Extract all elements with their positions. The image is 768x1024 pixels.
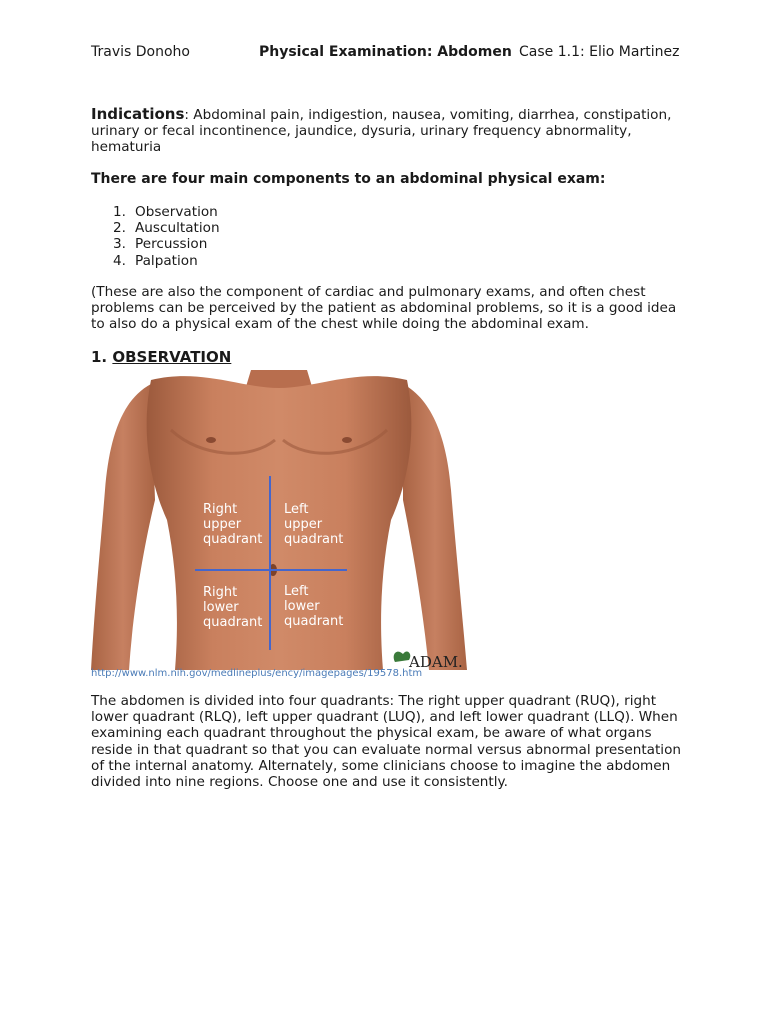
section-heading-observation bbox=[91, 348, 231, 366]
section-number: 1. bbox=[91, 348, 108, 366]
list-item-label: Percussion bbox=[135, 236, 208, 253]
header-author: Travis Donoho bbox=[91, 44, 190, 60]
right-nipple-shape bbox=[206, 437, 216, 443]
abdomen-quadrants-figure bbox=[91, 370, 467, 670]
luq-label-line-1: Left bbox=[284, 502, 309, 517]
ruq-label-line-2: upper bbox=[203, 517, 242, 532]
indications-label: Indications bbox=[91, 105, 185, 123]
list-item-label: Observation bbox=[135, 204, 218, 220]
adam-logo-text: ADAM. bbox=[409, 653, 463, 670]
list-item bbox=[91, 220, 220, 236]
header-case: Case 1.1: Elio Martinez bbox=[519, 44, 680, 60]
quadrants-paragraph: The abdomen is divided into four quadrants: The right upper quadrant (RUQ), right lower quadrant (RLQ), left upper quadrant (LUQ), and left lower quadrant (LLQ). When examining each quadrant throughout the physical exam, be aware of what organs reside in that quadrant so that you can evaluate normal versus abnormal presentation of the internal anatomy. Alternately, some clinicians choose to imagine the abdomen divided into nine regions. Choose one and use it consistently. bbox=[91, 693, 682, 791]
indications-paragraph bbox=[91, 106, 691, 156]
list-item-number: 1. bbox=[113, 204, 126, 220]
left-arm-shape bbox=[403, 384, 467, 670]
header-title: Physical Examination: Abdomen bbox=[259, 44, 512, 60]
torso-illustration bbox=[91, 370, 467, 670]
components-heading: There are four main components to an abdominal physical exam: bbox=[91, 171, 606, 187]
list-item-number: 2. bbox=[113, 220, 126, 237]
llq-label-line-3: quadrant bbox=[284, 614, 344, 629]
list-item bbox=[91, 236, 220, 252]
list-item-label: Auscultation bbox=[135, 220, 220, 237]
section-title: OBSERVATION bbox=[112, 348, 232, 366]
ruq-label-line-3: quadrant bbox=[203, 532, 263, 547]
list-item bbox=[91, 253, 220, 269]
torso-shape bbox=[147, 376, 412, 670]
list-item bbox=[91, 204, 220, 220]
rlq-label-line-2: lower bbox=[203, 600, 239, 615]
luq-label-line-2: upper bbox=[284, 517, 323, 532]
image-credit-link[interactable]: http://www.nlm.nih.gov/medlineplus/ency/imagepages/19578.htm bbox=[91, 668, 423, 679]
luq-label-line-3: quadrant bbox=[284, 532, 344, 547]
list-item-number: 4. bbox=[113, 252, 126, 269]
llq-label-line-2: lower bbox=[284, 599, 320, 614]
components-list bbox=[91, 204, 220, 269]
indications-text: : Abdominal pain, indigestion, nausea, vomiting, diarrhea, constipation, urinary or fecal incontinence, jaundice, dysuria, urinary frequency abnormality, hematuria bbox=[91, 107, 672, 156]
left-nipple-shape bbox=[342, 437, 352, 443]
rlq-label-line-1: Right bbox=[203, 585, 238, 600]
chest-note-paragraph: (These are also the component of cardiac and pulmonary exams, and often chest problems can be perceived by the patient as abdominal problems, so it is a good idea to also do a physical exam of the chest while doing the abdominal exam. bbox=[91, 284, 677, 333]
list-item-label: Palpation bbox=[135, 252, 198, 269]
right-arm-shape bbox=[91, 384, 155, 670]
leaf-icon bbox=[394, 652, 411, 662]
llq-label-line-1: Left bbox=[284, 584, 309, 599]
list-item-number: 3. bbox=[113, 236, 126, 253]
ruq-label-line-1: Right bbox=[203, 502, 238, 517]
rlq-label-line-3: quadrant bbox=[203, 615, 263, 630]
